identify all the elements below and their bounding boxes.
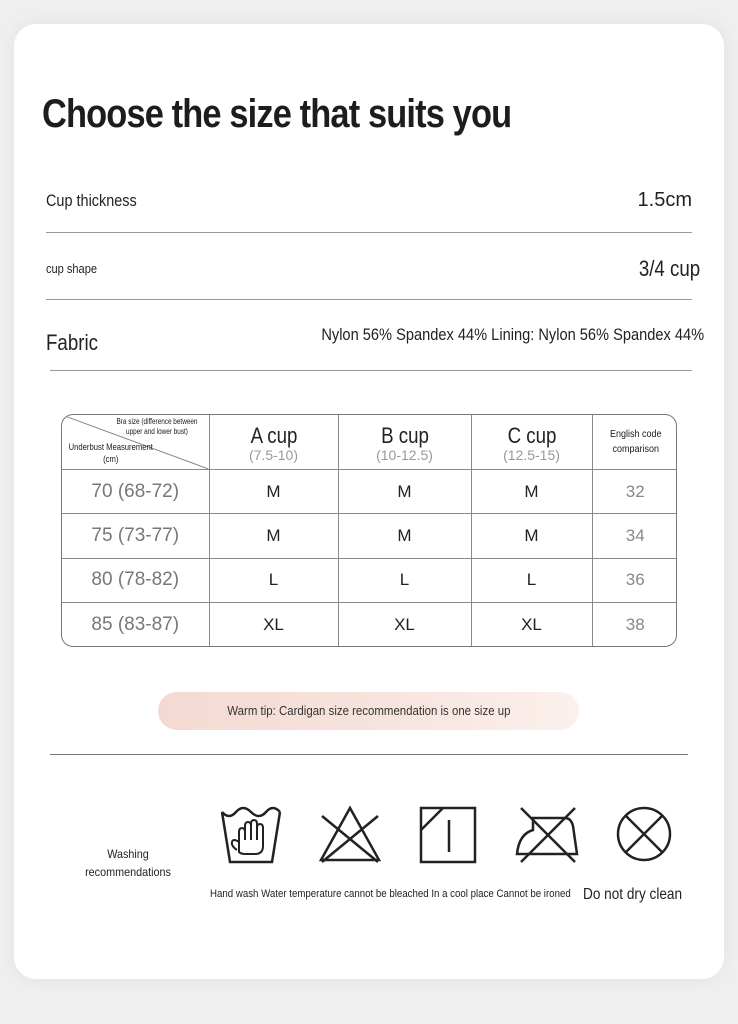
washing-caption: Hand wash Water temperature cannot be bleached In a cool place Cannot be ironed <box>210 888 571 900</box>
table-row <box>62 470 677 514</box>
cup-a-range: (7.5-10) <box>248 447 299 463</box>
hand-wash-icon <box>219 806 283 864</box>
english-code-cell: 36 <box>592 558 677 602</box>
size-table <box>61 414 677 647</box>
divider <box>46 232 692 233</box>
warm-tip-text: Warm tip: Cardigan size recommendation is one size up <box>226 703 511 718</box>
cup-c-size-cell: XL <box>471 603 592 646</box>
cup-b-range: (10-12.5) <box>376 447 433 463</box>
underbust-cell: 70 (68-72) <box>62 470 209 514</box>
table-corner-cell <box>62 415 209 470</box>
english-code-header <box>592 415 677 470</box>
cup-a-name: A cup <box>250 423 297 448</box>
cup-b-size-cell: L <box>338 558 471 602</box>
do-not-iron-icon <box>513 804 581 864</box>
warm-tip-banner <box>158 692 579 730</box>
underbust-cell: 85 (83-87) <box>62 603 209 646</box>
cup-thickness-label: Cup thickness <box>46 191 137 210</box>
english-code-cell: 32 <box>592 470 677 514</box>
divider <box>50 754 688 755</box>
cup-shape-label: cup shape <box>46 261 97 276</box>
do-not-bleach-icon <box>318 804 382 864</box>
cup-thickness-value: 1.5cm <box>637 189 692 211</box>
table-row <box>62 558 677 602</box>
underbust-cell: 75 (73-77) <box>62 514 209 558</box>
divider <box>46 299 692 300</box>
cup-c-size-cell: M <box>471 514 592 558</box>
cup-a-size-cell: M <box>209 470 338 514</box>
cup-b-size-cell: XL <box>338 603 471 646</box>
washing-label: Washing recommendations <box>85 847 171 879</box>
corner-top-label: Bra size (difference between upper and lower bust) <box>116 417 197 436</box>
cup-c-name: C cup <box>507 423 556 448</box>
table-header-row <box>62 415 677 470</box>
cup-a-size-cell: XL <box>209 603 338 646</box>
dry-in-shade-icon <box>419 806 477 864</box>
table-row <box>62 514 677 558</box>
cup-c-size-cell: M <box>471 470 592 514</box>
divider <box>50 370 692 371</box>
dry-clean-caption: Do not dry clean <box>583 886 683 903</box>
cup-c-size-cell: L <box>471 558 592 602</box>
cup-shape-value: 3/4 cup <box>638 256 700 281</box>
do-not-dry-clean-icon <box>615 805 673 863</box>
cup-b-name: B cup <box>380 423 429 448</box>
english-code-cell: 38 <box>592 603 677 646</box>
corner-bottom-label: Underbust Measurement (cm) <box>68 442 153 464</box>
underbust-cell: 80 (78-82) <box>62 558 209 602</box>
cup-a-header <box>209 415 338 470</box>
cup-b-size-cell: M <box>338 470 471 514</box>
english-code-label: English code comparison <box>609 429 662 455</box>
fabric-label: Fabric <box>46 330 98 355</box>
cup-c-header <box>471 415 592 470</box>
english-code-cell: 34 <box>592 514 677 558</box>
cup-a-size-cell: M <box>209 514 338 558</box>
fabric-value: Nylon 56% Spandex 44% Lining: Nylon 56% Spandex 44% <box>321 325 704 344</box>
cup-b-size-cell: M <box>338 514 471 558</box>
cup-b-header <box>338 415 471 470</box>
table-row <box>62 603 677 646</box>
cup-a-size-cell: L <box>209 558 338 602</box>
cup-c-range: (12.5-15) <box>503 447 560 463</box>
page-title: Choose the size that suits you <box>42 92 512 136</box>
